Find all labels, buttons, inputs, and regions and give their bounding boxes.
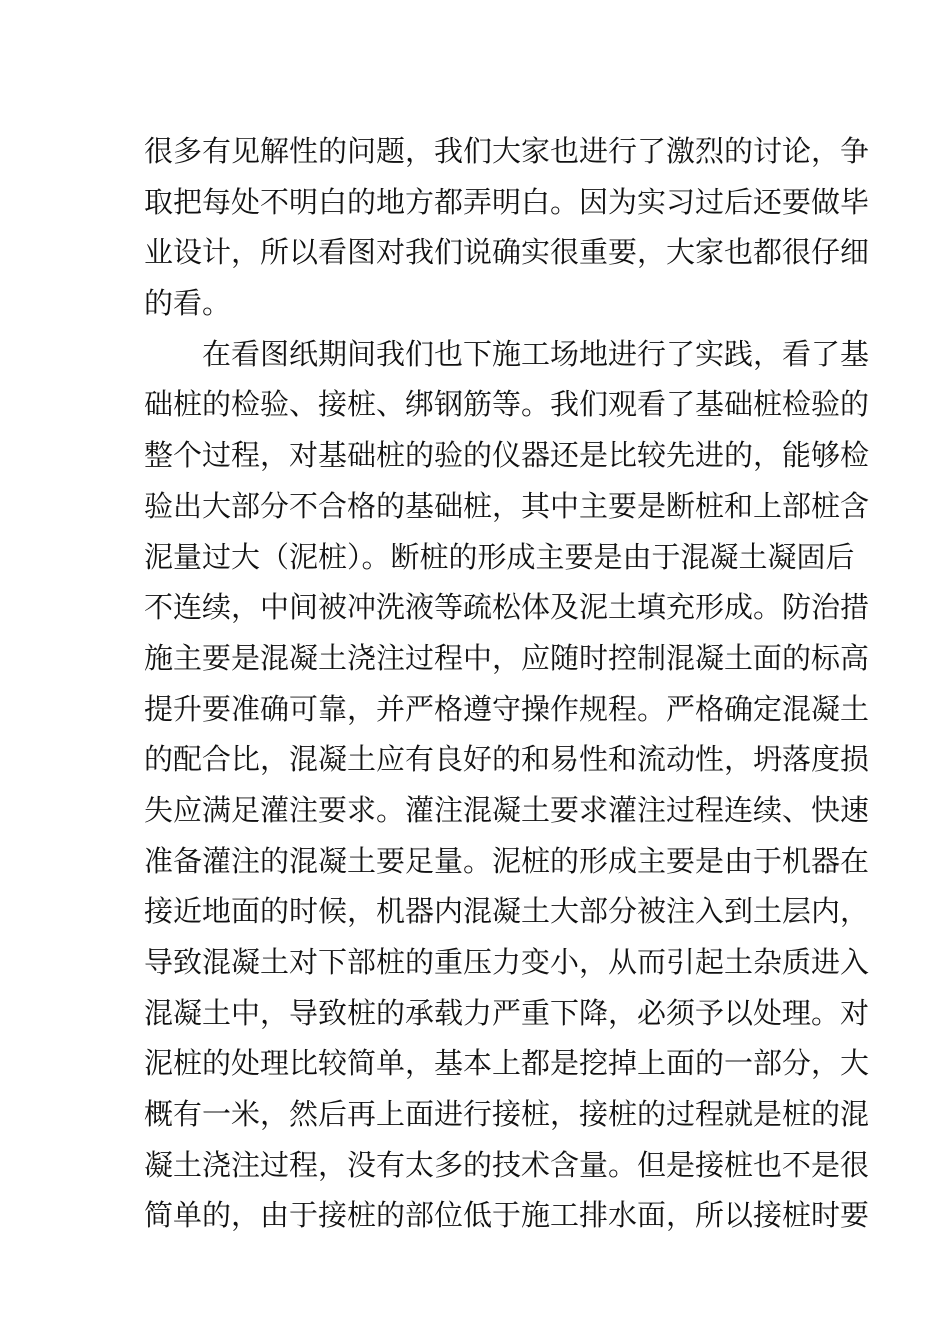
text-line: 整个过程，对基础桩的验的仪器还是比较先进的，能够检 — [144, 438, 870, 473]
text-line: 凝土浇注过程，没有太多的技术含量。但是接桩也不是很 — [144, 1147, 870, 1182]
text-line: 验出大部分不合格的基础桩，其中主要是断桩和上部桩含 — [144, 488, 870, 523]
text-line: 概有一米，然后再上面进行接桩，接桩的过程就是桩的混 — [144, 1097, 870, 1132]
text-line: 泥量过大（泥桩）。断桩的形成主要是由于混凝土凝固后 — [144, 539, 855, 574]
text-line: 失应满足灌注要求。灌注混凝土要求灌注过程连续、快速 — [144, 792, 870, 827]
body-text — [144, 126, 870, 1241]
text-line: 础桩的检验、接桩、绑钢筋等。我们观看了基础桩检验的 — [144, 387, 870, 422]
text-line: 混凝土中，导致桩的承载力严重下降，必须予以处理。对 — [144, 995, 870, 1030]
text-line: 业设计，所以看图对我们说确实很重要，大家也都很仔细 — [144, 235, 870, 270]
text-line: 提升要准确可靠，并严格遵守操作规程。严格确定混凝土 — [144, 691, 870, 726]
text-line: 很多有见解性的问题，我们大家也进行了激烈的讨论，争 — [144, 134, 870, 168]
text-line: 泥桩的处理比较简单，基本上都是挖掉上面的一部分，大 — [144, 1046, 870, 1081]
text-line: 准备灌注的混凝土要足量。泥桩的形成主要是由于机器在 — [144, 843, 870, 878]
text-line: 施主要是混凝土浇注过程中，应随时控制混凝土面的标高 — [144, 640, 870, 675]
text-line: 不连续，中间被冲洗液等疏松体及泥土填充形成。防治措 — [144, 590, 870, 625]
text-line: 取把每处不明白的地方都弄明白。因为实习过后还要做毕 — [144, 184, 870, 219]
text-line: 接近地面的时候，机器内混凝土大部分被注入到土层内， — [144, 894, 870, 929]
paragraph-start-line: 在看图纸期间我们也下施工场地进行了实践，看了基 — [202, 336, 870, 371]
text-line: 的配合比，混凝土应有良好的和易性和流动性，坍落度损 — [144, 742, 870, 777]
text-line: 的看。 — [144, 286, 232, 321]
text-line: 导致混凝土对下部桩的重压力变小，从而引起土杂质进入 — [144, 945, 870, 979]
text-line: 简单的，由于接桩的部位低于施工排水面，所以接桩时要 — [144, 1198, 870, 1233]
